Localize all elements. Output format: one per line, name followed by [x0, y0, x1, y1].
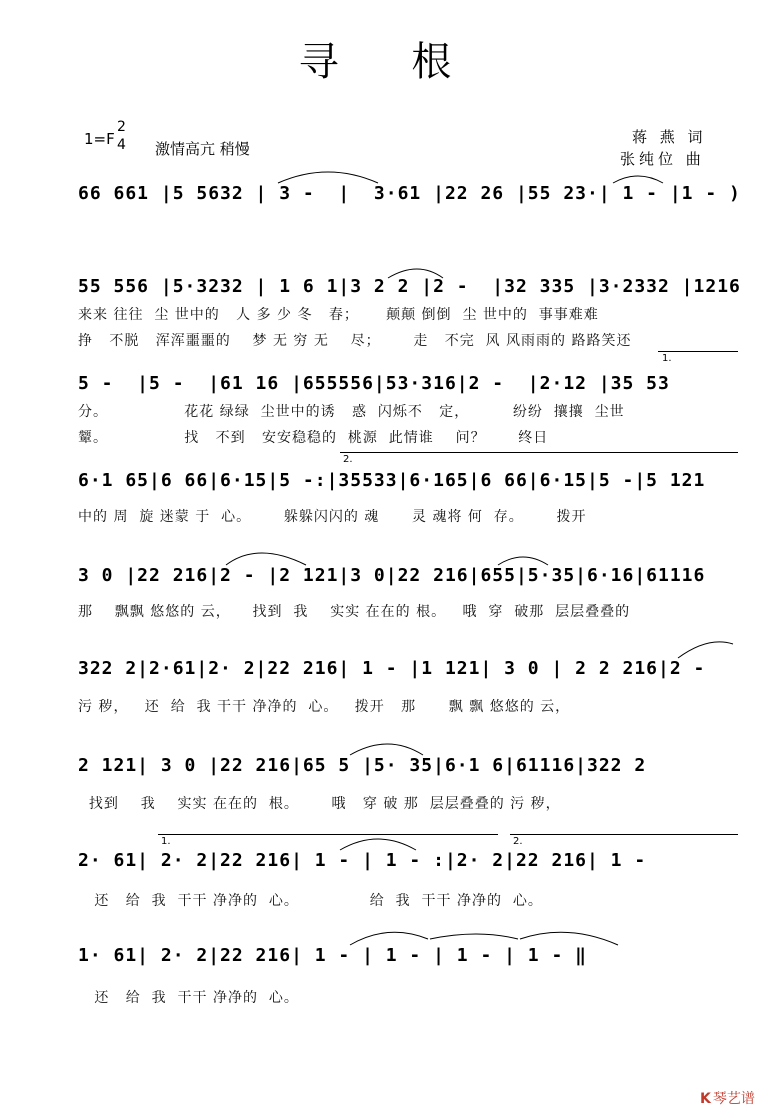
- system-8: [78, 838, 738, 908]
- volta-2-bracket: [510, 834, 738, 835]
- song-title: 寻 根: [298, 39, 482, 85]
- system-4: [78, 454, 738, 532]
- system-3: [78, 353, 738, 446]
- time-signature: [117, 118, 126, 154]
- lyricist-credit: 蒋 燕 词: [632, 128, 707, 146]
- key-signature: 1=F: [84, 130, 115, 148]
- notation-line-1: 66 661 |5 5632 | 3 - | 3·61 |22 26 |55 23·| 1 - |1 - ): [78, 183, 741, 204]
- notation-line-5: 3 0 |22 216|2 - |2 121|3 0|22 216|655|5·35|6·16|61116: [78, 565, 706, 586]
- watermark-text: 琴艺谱: [712, 1091, 755, 1107]
- lyrics-line-5: 那 飘飘 悠悠的 云， 找到 我 实实 在在的 根。 哦 穿 破那 层层叠叠的: [78, 604, 631, 620]
- lyrics-line-3b: 颦。 找 不到 安安稳稳的 桃源 此情谁 问？ 终日: [78, 430, 549, 446]
- slur-marks: [78, 745, 738, 815]
- notation-line-6: 322 2|2·61|2· 2|22 216| 1 - |1 121| 3 0 | 2 2 216|2 -: [78, 658, 706, 679]
- tempo-marking: 激情高亢 稍慢: [155, 140, 250, 158]
- system-1: [78, 175, 741, 235]
- volta-2-label: 2.: [343, 454, 353, 465]
- notation-line-3: 5 - |5 - |61 16 |655556|53·316|2 - |2·12 |35 53: [78, 373, 670, 394]
- notation-line-4: 6·1 65|6 66|6·15|5 -:|35533|6·165|6 66|6·15|5 -|5 121: [78, 470, 706, 491]
- lyrics-line-9: 还 给 我 干干 净净的 心。: [78, 990, 299, 1006]
- system-7: [78, 745, 738, 815]
- composer-credit: 张纯位 曲: [620, 150, 705, 168]
- logo-icon: K: [700, 1091, 711, 1107]
- notation-line-8: 2· 61| 2· 2|22 216| 1 - | 1 - :|2· 2|22 216| 1 -: [78, 850, 647, 871]
- volta-1-label: 1.: [662, 353, 672, 364]
- notation-line-9: 1· 61| 2· 2|22 216| 1 - | 1 - | 1 - | 1 - ‖: [78, 945, 587, 966]
- volta-1-bracket: [158, 834, 498, 835]
- time-signature-top: 2: [117, 119, 126, 135]
- notation-line-2: 55 556 |5·3232 | 1 6 1|3 2 2 |2 - |32 335 |3·2332 |1216: [78, 276, 741, 297]
- lyrics-line-6: 污 秽， 还 给 我 干干 净净的 心。 拨开 那 飘 飘 悠悠的 云，: [78, 699, 571, 715]
- lyrics-line-3a: 分。 花花 绿绿 尘世中的诱 惑 闪烁不 定， 纷纷 攘攘 尘世: [78, 404, 625, 420]
- lyrics-line-8: 还 给 我 干干 净净的 心。 给 我 干干 净净的 心。: [78, 893, 543, 909]
- slur-marks: [78, 175, 738, 235]
- volta-1-bracket: [658, 351, 738, 352]
- watermark-logo: [700, 1088, 755, 1108]
- slur-marks: [78, 650, 738, 720]
- lyrics-line-7: 找到 我 实实 在在的 根。 哦 穿 破 那 层层叠叠的 污 秽，: [78, 796, 561, 812]
- system-2: [78, 270, 741, 350]
- slur-marks: [78, 270, 738, 350]
- system-6: [78, 650, 738, 720]
- time-signature-bottom: 4: [117, 137, 126, 153]
- notation-line-7: 2 121| 3 0 |22 216|65 5 |5· 35|6·1 6|61116|322 2: [78, 755, 647, 776]
- lyrics-line-2a: 来来 往往 尘 世中的 人 多 少 冬 春； 颠颠 倒倒 尘 世中的 事事难难: [78, 307, 599, 323]
- lyrics-line-4: 中的 周 旋 迷蒙 于 心。 躲躲闪闪的 魂 灵 魂将 何 存。 拨开: [78, 509, 587, 525]
- volta-2-label: 2.: [513, 836, 523, 847]
- slur-marks: [78, 555, 738, 625]
- lyrics-line-2b: 挣 不脱 浑浑噩噩的 梦 无 穷 无 尽； 走 不完 风 风雨雨的 路路笑还: [78, 333, 632, 349]
- system-5: [78, 555, 738, 625]
- volta-1-label: 1.: [161, 836, 171, 847]
- volta-2-bracket: [340, 452, 738, 453]
- system-9: [78, 935, 738, 1005]
- slur-marks: [78, 935, 738, 1005]
- slur-marks: [78, 838, 738, 908]
